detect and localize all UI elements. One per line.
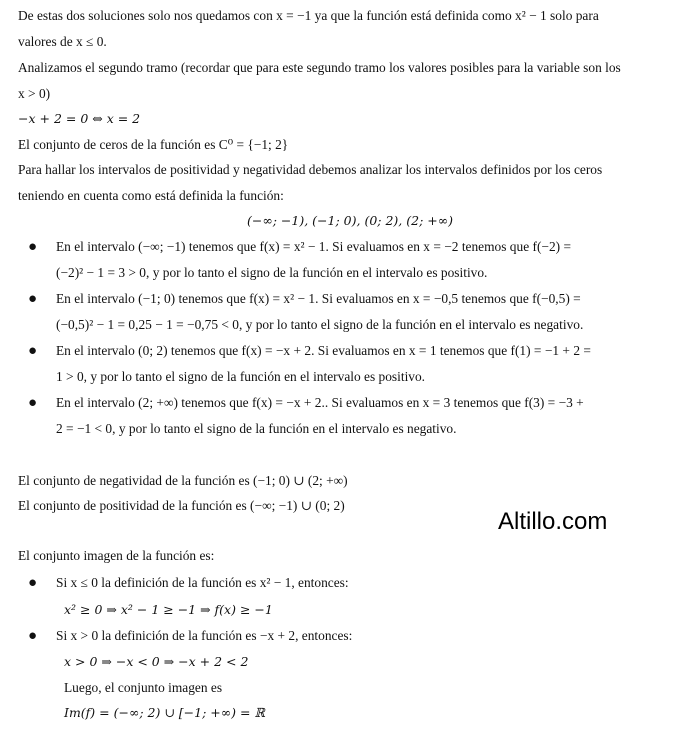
bullet-text: En el intervalo (−1; 0) tenemos que f(x) = x² − 1. Si evaluamos en x = −0,5 tenemos que f(−0,5) = xyxy=(56,291,581,306)
bullet-icon: ● xyxy=(28,291,38,307)
bullet-text: En el intervalo (2; +∞) tenemos que f(x) = −x + 2.. Si evaluamos en x = 3 tenemos que f(3) = −3 + xyxy=(56,395,584,410)
negativity-set: El conjunto de negatividad de la función es (−1; 0) ∪ (2; +∞) xyxy=(18,473,348,488)
bullet-icon: ● xyxy=(28,395,38,411)
bullet-text: 1 > 0, y por lo tanto el signo de la función en el intervalo es positivo. xyxy=(56,369,426,384)
bullet-icon: ● xyxy=(28,343,38,359)
bullet-text: Si x ≤ 0 la definición de la función es x² − 1, entonces: xyxy=(56,575,349,590)
text-line: Para hallar los intervalos de positividad y negatividad debemos analizar los intervalos definidos por los ceros xyxy=(18,162,603,177)
text-line: De estas dos soluciones solo nos quedamos con x = −1 ya que la función está definida como x² − 1 solo para xyxy=(18,8,599,23)
bullet-icon: ● xyxy=(28,575,38,591)
bullet-text: En el intervalo (0; 2) tenemos que f(x) = −x + 2. Si evaluamos en x = 1 tenemos que f(1) = −1 + 2 = xyxy=(56,343,591,358)
bullet-text: 2 = −1 < 0, y por lo tanto el signo de la función en el intervalo es negativo. xyxy=(56,421,457,436)
image-result: Im(f) = (−∞; 2) ∪ [−1; +∞) = ℝ xyxy=(64,705,265,720)
text-line: valores de x ≤ 0. xyxy=(18,34,107,49)
positivity-set: El conjunto de positividad de la función es (−∞; −1) ∪ (0; 2) xyxy=(18,498,345,513)
bullet-icon: ● xyxy=(28,628,38,644)
text-line: teniendo en cuenta como está definida la función: xyxy=(18,188,284,203)
text-line: Luego, el conjunto imagen es xyxy=(64,680,223,695)
text-line: Analizamos el segundo tramo (recordar que para este segundo tramo los valores posibles para la variable son los xyxy=(18,60,621,75)
bullet-text: Si x > 0 la definición de la función es −x + 2, entonces: xyxy=(56,628,353,643)
bullet-icon: ● xyxy=(28,239,38,255)
bullet-text: En el intervalo (−∞; −1) tenemos que f(x) = x² − 1. Si evaluamos en x = −2 tenemos que f(−2) = xyxy=(56,239,572,254)
equation: x > 0 ⇒ −x < 0 ⇒ −x + 2 < 2 xyxy=(64,654,249,669)
site-watermark: Altillo.com xyxy=(498,508,608,535)
intervals-list: (−∞; −1), (−1; 0), (0; 2), (2; +∞) xyxy=(246,213,454,228)
equation: −x + 2 = 0 ⇔ x = 2 xyxy=(18,111,141,126)
bullet-text: (−2)² − 1 = 3 > 0, y por lo tanto el signo de la función en el intervalo es positivo. xyxy=(56,265,488,280)
equation: x² ≥ 0 ⇒ x² − 1 ≥ −1 ⇒ f(x) ≥ −1 xyxy=(64,602,273,617)
zeros-set: El conjunto de ceros de la función es C⁰ = {−1; 2} xyxy=(18,137,289,152)
section-title: El conjunto imagen de la función es: xyxy=(18,548,215,563)
text-line: x > 0) xyxy=(18,86,51,101)
bullet-text: (−0,5)² − 1 = 0,25 − 1 = −0,75 < 0, y por lo tanto el signo de la función en el intervalo es negativo. xyxy=(56,317,584,332)
